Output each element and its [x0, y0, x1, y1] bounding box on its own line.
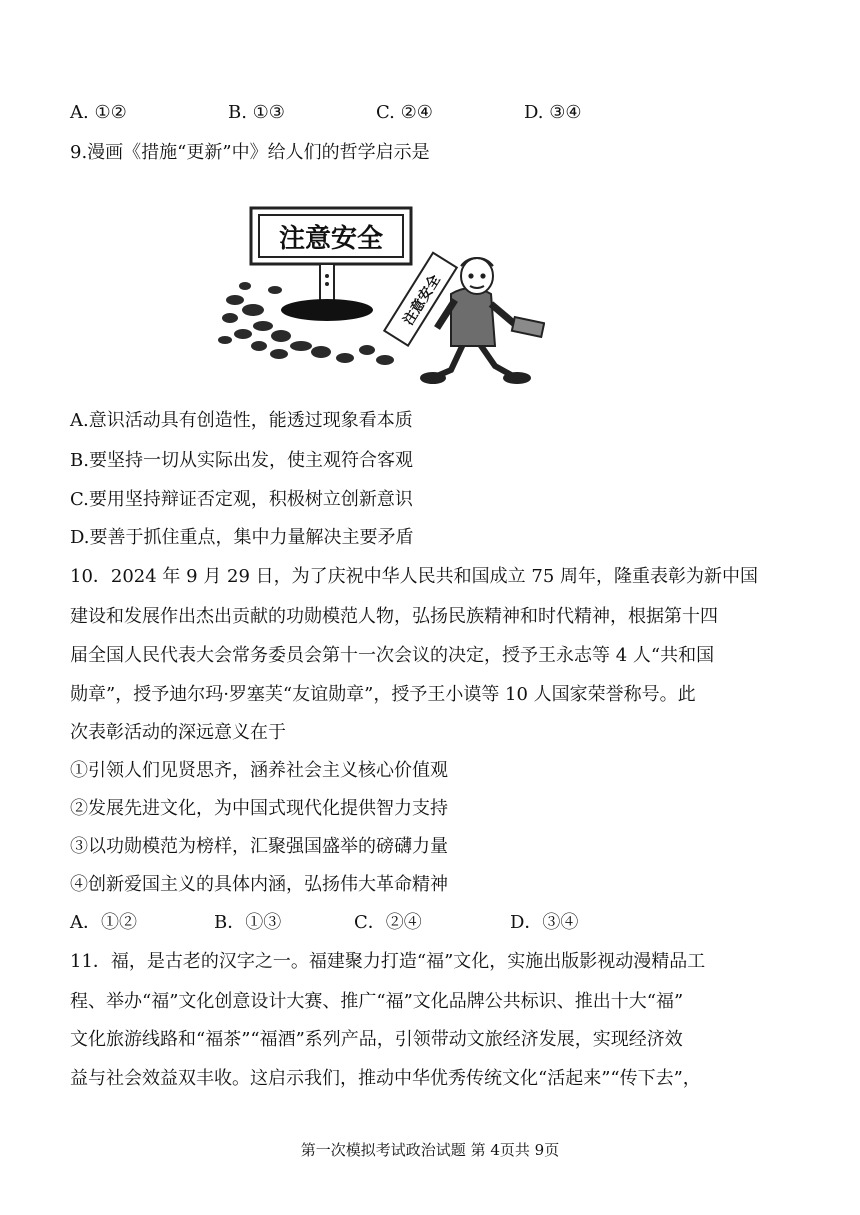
q9-option-a: A.意识活动具有创造性，能透过现象看本质: [70, 410, 413, 431]
q8-option-b: B. ①③: [228, 102, 285, 123]
q11-stem-line-4: 益与社会效益双丰收。这启示我们，推动中华优秀传统文化“活起来”“传下去”，: [70, 1068, 701, 1089]
q11-stem-line-2: 程、举办“福”文化创意设计大赛、推广“福”文化品牌公共标识、推出十大“福”: [70, 991, 684, 1012]
q10-stem-line-5: 次表彰活动的深远意义在于: [70, 722, 286, 743]
q9-stem: 9.漫画《措施“更新”中》给人们的哲学启示是: [70, 142, 430, 163]
q10-stem-line-2: 建设和发展作出杰出贡献的功勋模范人物，弘扬民族精神和时代精神，根据第十四: [70, 606, 718, 627]
paper-sign-text: 注意安全: [400, 272, 444, 329]
q10-stem-line-4: 勋章”，授予迪尔玛·罗塞芙“友谊勋章”，授予王小谟等 10 人国家荣誉称号。此: [70, 684, 696, 705]
q10-statement-2: ②发展先进文化，为中国式现代化提供智力支持: [70, 798, 448, 819]
safety-cartoon-image: [215, 200, 545, 390]
q9-option-b: B.要坚持一切从实际出发，使主观符合客观: [70, 450, 413, 471]
page-footer: 第一次模拟考试政治试题 第 4页共 9页: [300, 1141, 560, 1159]
sign-text: 注意安全: [278, 224, 384, 254]
q9-option-c: C.要用坚持辩证否定观，积极树立创新意识: [70, 489, 413, 510]
q8-option-d: D. ③④: [524, 102, 582, 123]
q8-option-c: C. ②④: [376, 102, 433, 123]
q10-statement-1: ①引领人们见贤思齐，涵养社会主义核心价值观: [70, 760, 448, 781]
q10-option-d: D．③④: [510, 912, 579, 933]
q10-statement-3: ③以功勋模范为榜样，汇聚强国盛举的磅礴力量: [70, 836, 448, 857]
q10-option-a: A．①②: [70, 912, 137, 933]
q8-option-a: A. ①②: [70, 102, 127, 123]
q10-option-c: C．②④: [354, 912, 422, 933]
q9-option-d: D.要善于抓住重点，集中力量解决主要矛盾: [70, 527, 414, 548]
q11-stem-line-3: 文化旅游线路和“福茶”“福酒”系列产品，引领带动文旅经济发展，实现经济效: [70, 1029, 683, 1050]
q10-stem-line-3: 届全国人民代表大会常务委员会第十一次会议的决定，授予王永志等 4 人“共和国: [70, 645, 715, 666]
q10-statement-4: ④创新爱国主义的具体内涵，弘扬伟大革命精神: [70, 874, 448, 895]
q10-option-b: B．①③: [214, 912, 282, 933]
q11-stem-line-1: 11．福，是古老的汉字之一。福建聚力打造“福”文化，实施出版影视动漫精品工: [70, 951, 706, 972]
q10-stem-line-1: 10．2024 年 9 月 29 日，为了庆祝中华人民共和国成立 75 周年，隆重表彰为新中国: [70, 566, 759, 587]
